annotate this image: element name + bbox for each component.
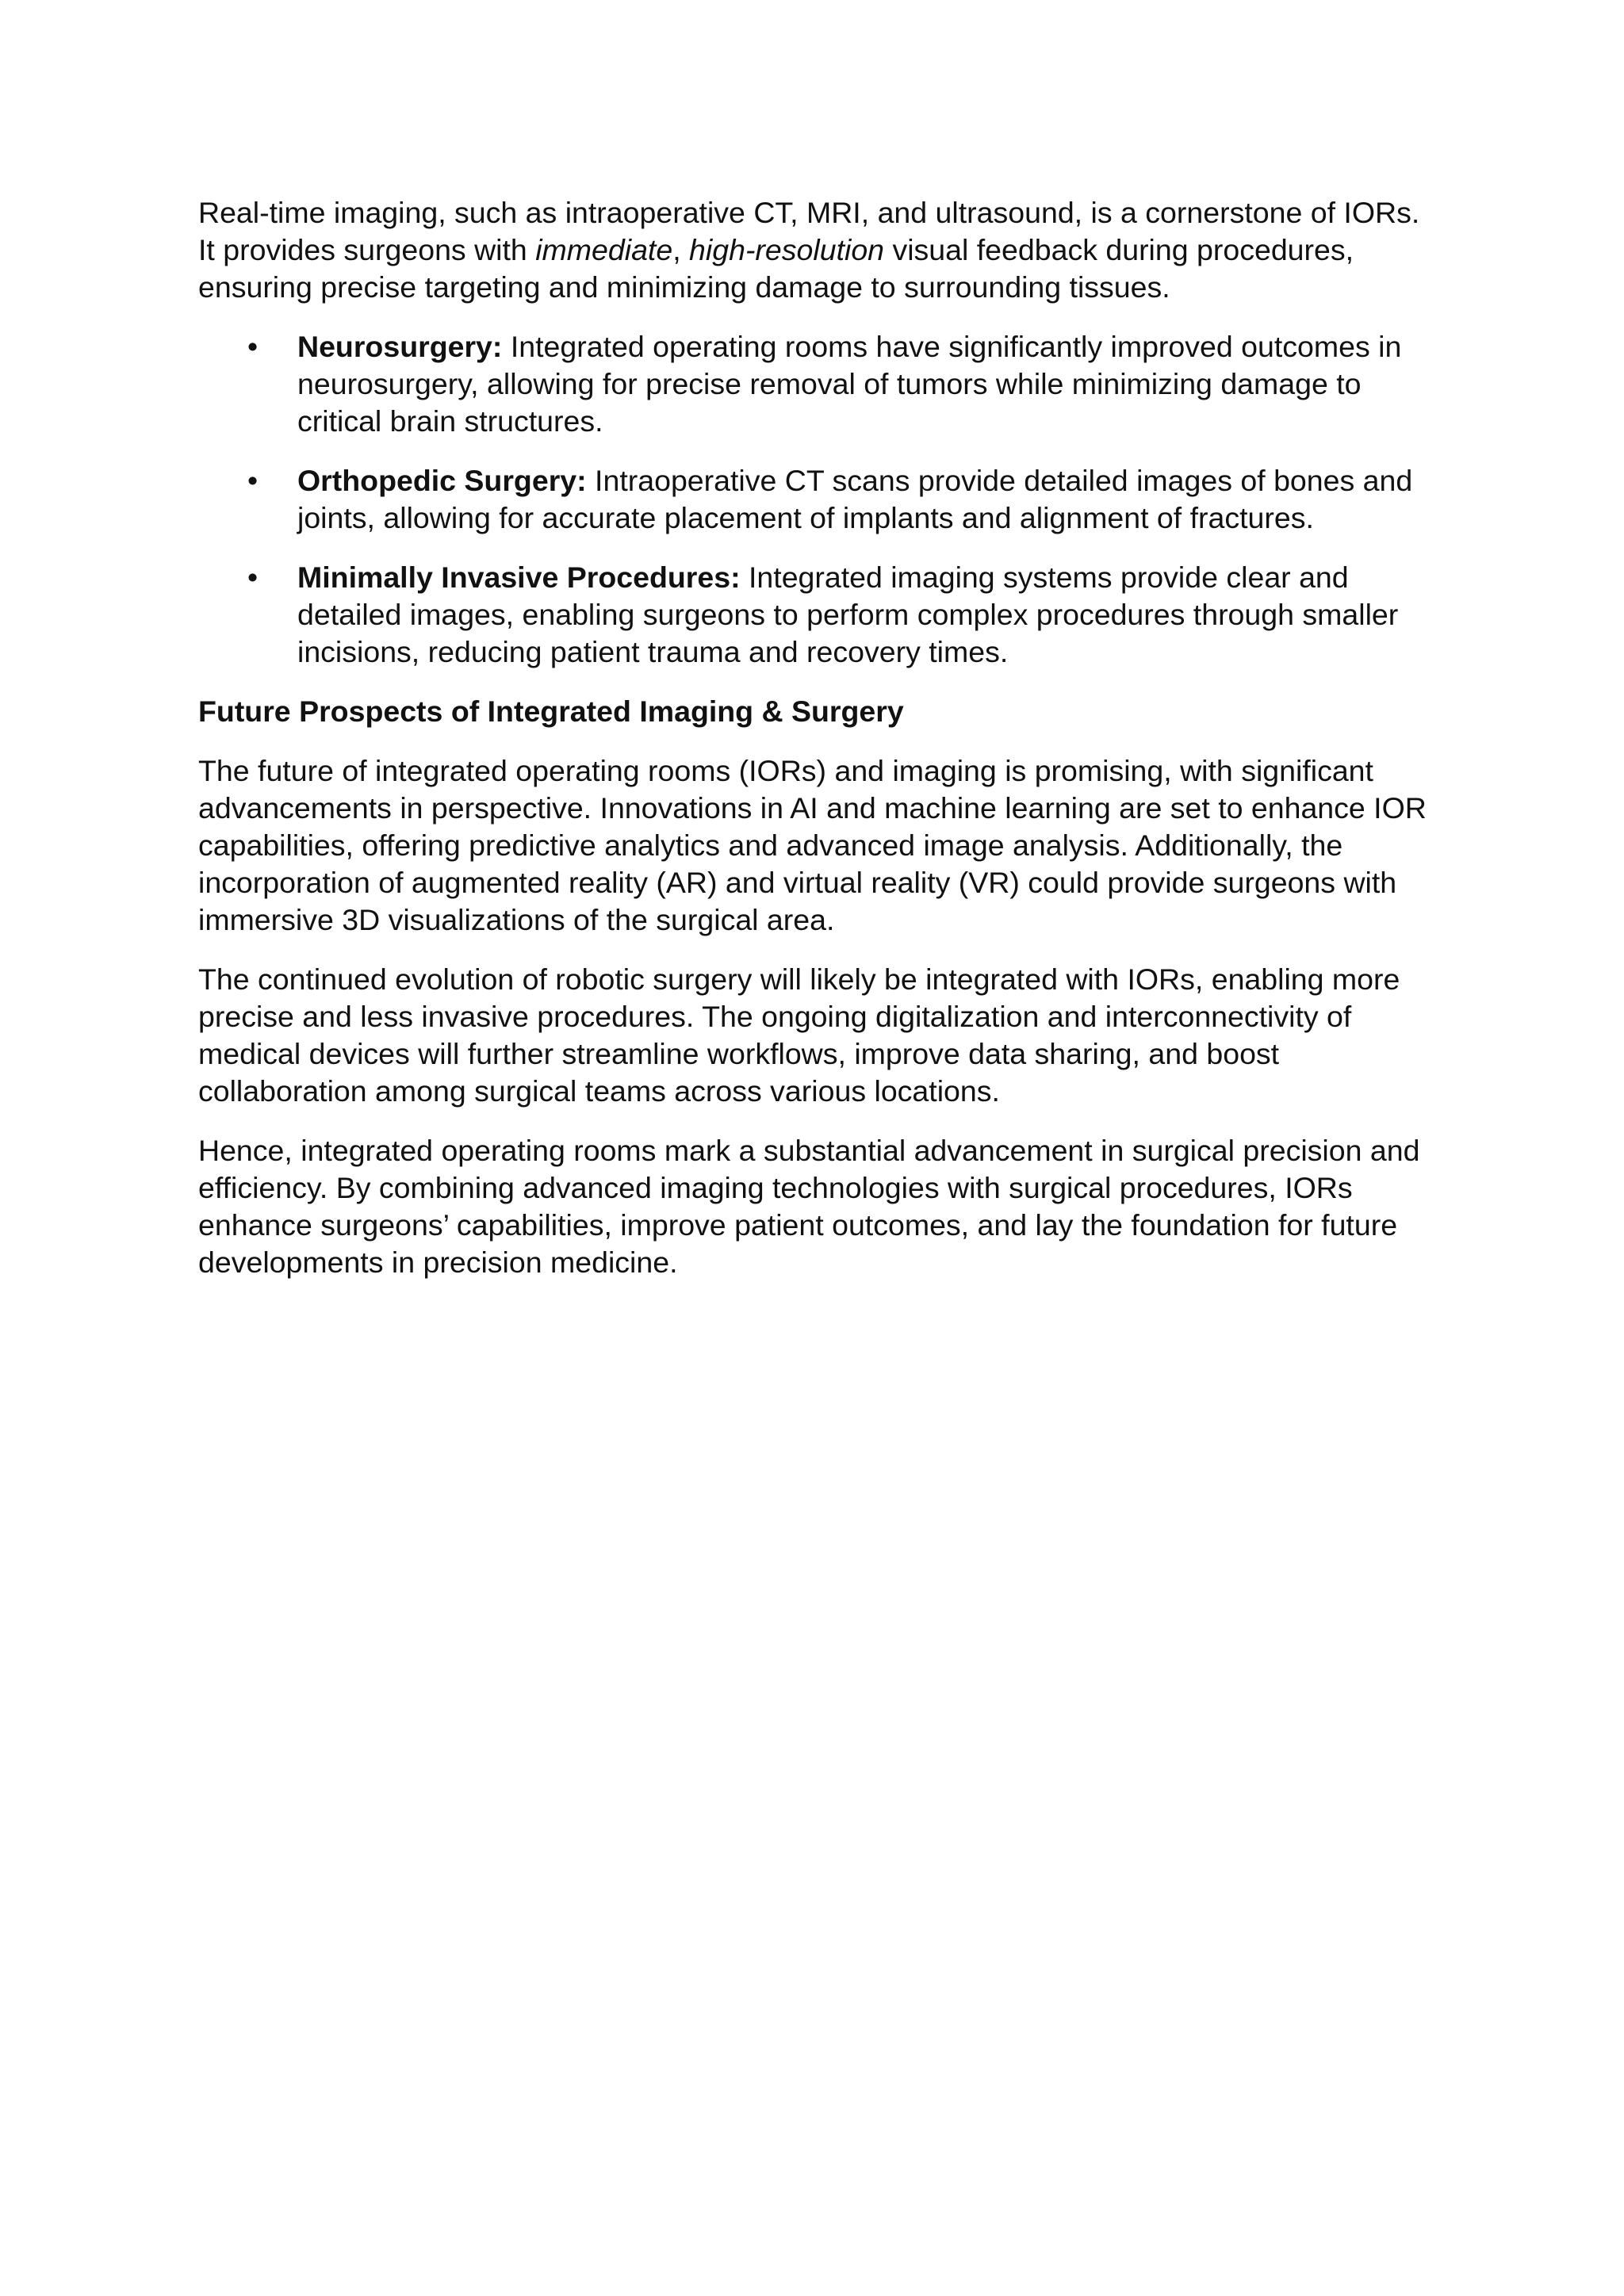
section-paragraph-2: The continued evolution of robotic surgery will likely be integrated with IORs, enabling more precise and less invasive procedures. The ongoing digitalization and interconnectivity of medical devices will further streamline workflows, improve data sharing, and boost collaboration among surgical teams across various locations. [198, 962, 1400, 1108]
list-item-term: Neurosurgery: [297, 330, 503, 363]
bullet-icon: • [247, 464, 259, 497]
section-paragraph-1: The future of integrated operating rooms (IORs) and imaging is promising, with significant advancements in perspective. Innovations in AI and machine learning are set to enhance IOR capabilities, offering predictive analytics and advanced image analysis. Additionally, the incorporation of augmented reality (AR) and virtual reality (VR) could provide surgeons with immersive 3D visualizations of the surgical area. [198, 754, 1427, 936]
list-item-term: Minimally Invasive Procedures: [297, 561, 741, 594]
intro-text-part1: Real-time imaging, such as intraoperative CT, MRI, and ultrasound, is a cornerstone of IORs. It provides surgeons with [198, 196, 1420, 266]
bullet-icon: • [247, 561, 259, 594]
intro-paragraph [198, 194, 1435, 306]
applications-list [198, 328, 1435, 671]
bullet-icon: • [247, 330, 259, 363]
list-item-text: Integrated imaging systems provide clear and detailed images, enabling surgeons to perform complex procedures through smaller incisions, reducing patient trauma and recovery times. [297, 561, 1399, 668]
list-item-neurosurgery [198, 328, 1435, 440]
list-item-minimally-invasive [198, 559, 1435, 671]
intro-text-part2: visual feedback during procedures, ensuring precise targeting and minimizing damage to surrounding tissues. [198, 233, 1354, 304]
section-paragraph-3: Hence, integrated operating rooms mark a substantial advancement in surgical precision and efficiency. By combining advanced imaging technologies with surgical procedures, IORs enhance surgeons’ capabilities, improve patient outcomes, and lay the foundation for future developments in precision medicine. [198, 1134, 1420, 1279]
list-item-text: Intraoperative CT scans provide detailed images of bones and joints, allowing for accurate placement of implants and alignment of fractures. [297, 464, 1413, 534]
intro-emphasis-immediate: immediate [535, 233, 673, 266]
document-page [198, 194, 1435, 1303]
list-item-term: Orthopedic Surgery: [297, 464, 587, 497]
list-item-orthopedic-surgery [198, 462, 1435, 537]
section-heading: Future Prospects of Integrated Imaging & Surgery [198, 695, 904, 728]
intro-separator: , [672, 233, 690, 266]
intro-emphasis-high-resolution: high-resolution [689, 233, 885, 266]
list-item-text: Integrated operating rooms have significantly improved outcomes in neurosurgery, allowing for precise removal of tumors while minimizing damage to critical brain structures. [297, 330, 1402, 438]
